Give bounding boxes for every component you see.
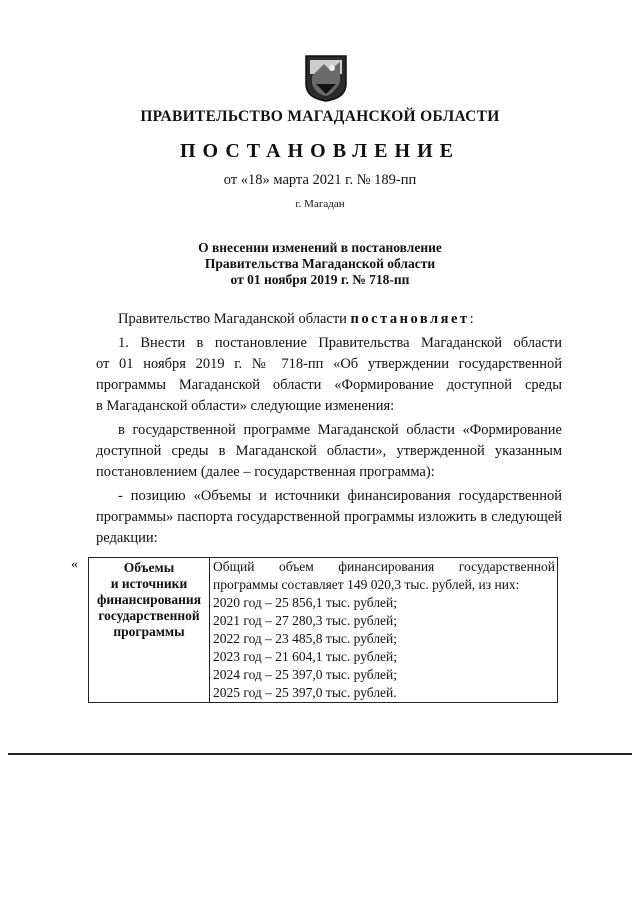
year-line: 2020 год – 25 856,1 тыс. рублей; (213, 595, 398, 610)
label-line: и источники (110, 576, 188, 591)
value-line: Общий объем финансирования государственной (213, 559, 555, 574)
subject-line: О внесении изменений в постановление (198, 240, 442, 255)
intro-colon: : (469, 311, 474, 327)
intro-verb: постановляет (350, 311, 470, 327)
intro-text: Правительство Магаданской области (118, 311, 351, 327)
paragraph-line: в Магаданской области» следующие изменения: (96, 398, 395, 414)
value-line: программы составляет 149 020,3 тыс. рублей, из них: (213, 577, 520, 592)
year-line: 2023 год – 21 604,1 тыс. рублей; (213, 649, 398, 664)
paragraph-line: - позицию «Объемы и источники финансирования государственной (118, 488, 562, 504)
passport-position-table (88, 557, 558, 703)
coat-of-arms-emblem (304, 54, 348, 102)
paragraph-line: 1. Внести в постановление Правительства Магаданской области (118, 335, 562, 351)
table-row (89, 558, 558, 703)
subject-line: Правительства Магаданской области (204, 256, 436, 271)
document-subject (150, 240, 490, 288)
page-separator-line (8, 753, 632, 755)
document-date-number: от «18» марта 2021 г. № 189-пп (223, 172, 417, 188)
city-name: г. Магадан (295, 198, 345, 210)
subject-line: от 01 ноября 2019 г. № 718-пп (230, 272, 410, 287)
label-line: финансирования (96, 592, 202, 607)
paragraph-line: редакции: (96, 530, 158, 546)
table-value-cell (210, 558, 558, 703)
organization-title: ПРАВИТЕЛЬСТВО МАГАДАНСКОЙ ОБЛАСТИ (140, 108, 500, 125)
label-line: Объемы (123, 560, 175, 575)
year-line: 2025 год – 25 397,0 тыс. рублей. (213, 685, 397, 700)
paragraph-line: в государственной программе Магаданской области «Формирование (118, 422, 562, 438)
paragraph-line: доступной среды в Магаданской области», утвержденной указанным (96, 443, 562, 459)
intro-paragraph (118, 309, 562, 330)
year-line: 2022 год – 23 485,8 тыс. рублей; (213, 631, 398, 646)
paragraph-line: программы» паспорта государственной программы изложить в следующей (96, 509, 562, 525)
paragraph-line: от 01 ноября 2019 г. № 718-пп «Об утверждении государственной (96, 356, 562, 372)
opening-quote: « (71, 557, 78, 572)
year-line: 2021 год – 27 280,3 тыс. рублей; (213, 613, 398, 628)
table-label-cell (89, 558, 210, 703)
document-type: ПОСТАНОВЛЕНИЕ (180, 140, 460, 162)
paragraph-line: постановлением (далее – государственная программа): (96, 464, 435, 480)
paragraph-line: программы Магаданской области «Формирование доступной среды (96, 377, 562, 393)
label-line: программы (113, 624, 185, 639)
label-line: государственной (98, 608, 200, 623)
year-line: 2024 год – 25 397,0 тыс. рублей; (213, 667, 398, 682)
